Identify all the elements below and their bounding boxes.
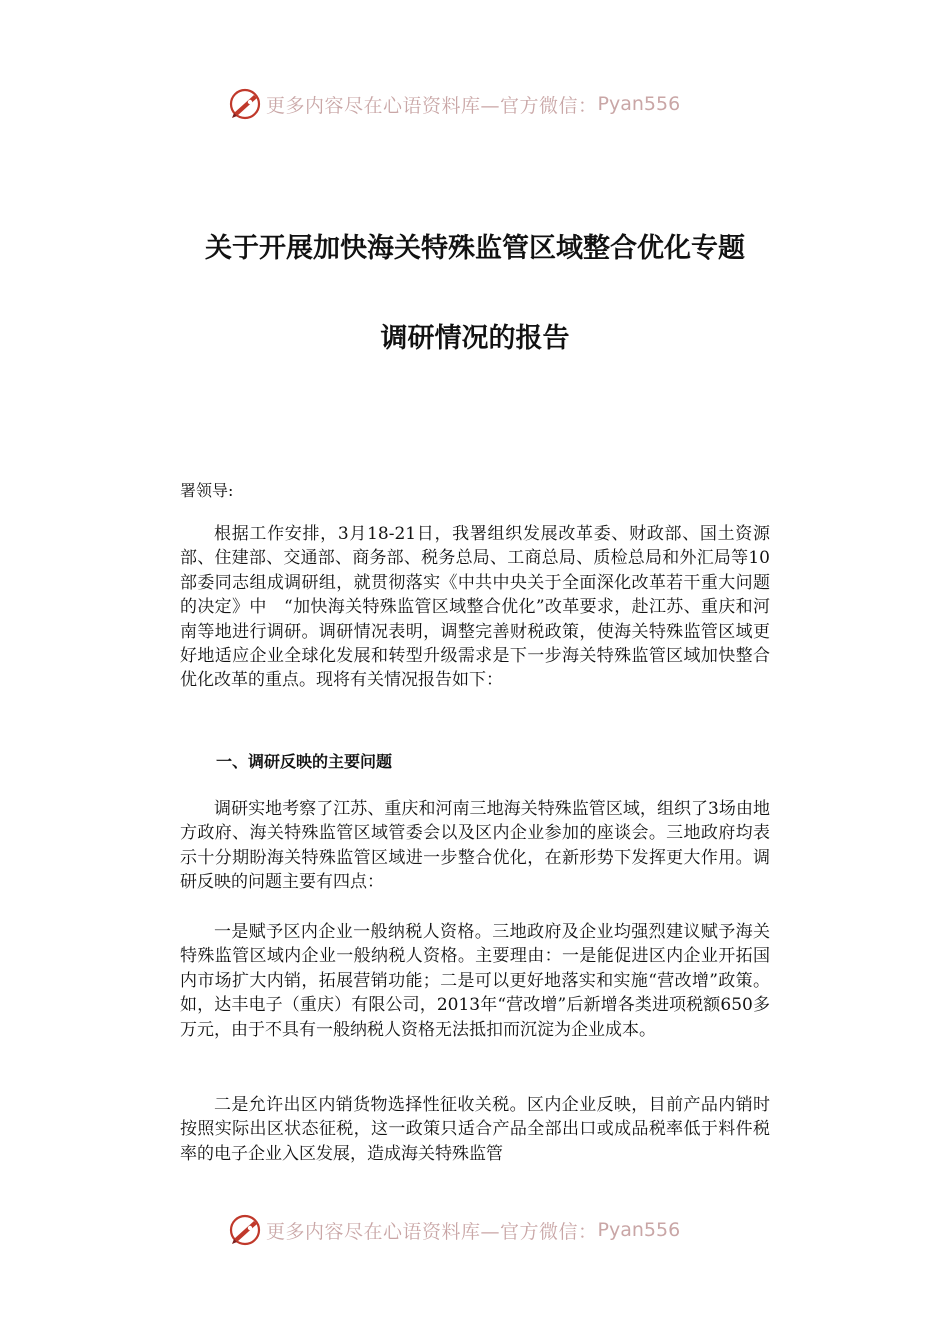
watermark-banner-top	[228, 84, 680, 124]
pen-logo-icon	[228, 87, 262, 121]
pen-logo-icon	[228, 1213, 262, 1247]
watermark-wechat-id: Pyan556	[597, 93, 681, 115]
paragraph-point-one: 一是赋予区内企业一般纳税人资格。三地政府及企业均强烈建议赋予海关特殊监管区域内企业一般纳税人资格。主要理由：一是能促进区内企业开拓国内市场扩大内销，拓展营销功能；二是可以更好地落实和实施“营改增”政策。如，达丰电子（重庆）有限公司，2013年“营改增”后新增各类进项税额650多万元，由于不具有一般纳税人资格无法抵扣而沉淀为企业成本。	[180, 922, 770, 1040]
salutation: 署领导:	[180, 481, 234, 500]
section-heading: 一、调研反映的主要问题	[216, 752, 393, 771]
watermark-text: 更多内容尽在心语资料库—官方微信：	[266, 1220, 598, 1243]
watermark-banner-bottom	[228, 1210, 680, 1250]
document-title-line-1: 关于开展加快海关特殊监管区域整合优化专题	[205, 233, 745, 264]
watermark-wechat-id: Pyan556	[597, 1219, 681, 1241]
document-title-line-2: 调研情况的报告	[380, 323, 570, 354]
paragraph-point-two: 二是允许出区内销货物选择性征收关税。区内企业反映，目前产品内销时按照实际出区状态征税，这一政策只适合产品全部出口或成品税率低于料件税率的电子企业入区发展，造成海关特殊监管	[180, 1095, 770, 1164]
watermark-text: 更多内容尽在心语资料库—官方微信：	[266, 94, 598, 117]
paragraph-survey: 调研实地考察了江苏、重庆和河南三地海关特殊监管区域，组织了3场由地方政府、海关特殊监管区域管委会以及区内企业参加的座谈会。三地政府均表示十分期盼海关特殊监管区域进一步整合优化，在新形势下发挥更大作用。调研反映的问题主要有四点：	[180, 799, 770, 893]
paragraph-intro: 根据工作安排，3月18-21日，我署组织发展改革委、财政部、国土资源部、住建部、交通部、商务部、税务总局、工商总局、质检总局和外汇局等10部委同志组成调研组，就贯彻落实《中共中央关于全面深化改革若干重大问题的决定》中 “加快海关特殊监管区域整合优化”改革要求，赴江苏、重庆和河南等地进行调研。调研情况表明，调整完善财税政策，使海关特殊监管区域更好地适应企业全球化发展和转型升级需求是下一步海关特殊监管区域加快整合优化改革的重点。现将有关情况报告如下：	[180, 524, 770, 691]
